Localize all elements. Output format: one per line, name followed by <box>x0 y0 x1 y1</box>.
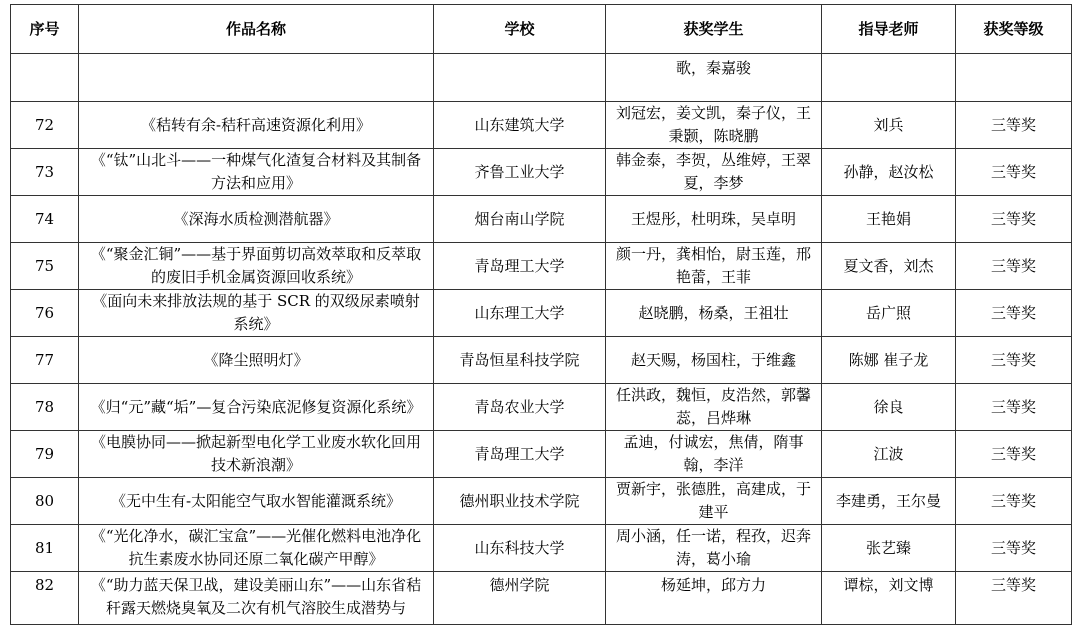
cell-no <box>11 54 79 102</box>
cell-award: 三等奖 <box>956 572 1072 625</box>
cell-title: 《归“元”藏“垢”—复合污染底泥修复资源化系统》 <box>79 384 434 431</box>
cell-school: 山东科技大学 <box>434 525 606 572</box>
cell-school: 青岛恒星科技学院 <box>434 337 606 384</box>
cell-students: 贾新宇，张德胜，高建成，于建平 <box>606 478 822 525</box>
cell-students: 歌，秦嘉骏 <box>606 54 822 102</box>
awards-table <box>10 4 1072 625</box>
cell-award: 三等奖 <box>956 149 1072 196</box>
cell-no: 82 <box>11 572 79 625</box>
cell-title: 《“钛”山北斗——一种煤气化渣复合材料及其制备方法和应用》 <box>79 149 434 196</box>
cell-no: 77 <box>11 337 79 384</box>
cell-no: 76 <box>11 290 79 337</box>
cell-school: 烟台南山学院 <box>434 196 606 243</box>
cell-advisors: 江波 <box>822 431 956 478</box>
cell-no: 80 <box>11 478 79 525</box>
header-students: 获奖学生 <box>606 5 822 54</box>
cell-no: 75 <box>11 243 79 290</box>
cell-award: 三等奖 <box>956 196 1072 243</box>
table-row <box>11 196 1072 243</box>
cell-award: 三等奖 <box>956 384 1072 431</box>
cell-advisors: 谭棕，刘文博 <box>822 572 956 625</box>
header-award: 获奖等级 <box>956 5 1072 54</box>
cell-advisors <box>822 54 956 102</box>
cell-advisors: 徐良 <box>822 384 956 431</box>
cell-award: 三等奖 <box>956 478 1072 525</box>
cell-award: 三等奖 <box>956 102 1072 149</box>
cell-advisors: 张艺臻 <box>822 525 956 572</box>
cell-advisors: 夏文香，刘杰 <box>822 243 956 290</box>
cell-no: 81 <box>11 525 79 572</box>
cell-no: 78 <box>11 384 79 431</box>
cell-school: 青岛理工大学 <box>434 431 606 478</box>
table-row <box>11 431 1072 478</box>
cell-school: 德州职业技术学院 <box>434 478 606 525</box>
cell-advisors: 李建勇，王尔曼 <box>822 478 956 525</box>
cell-award: 三等奖 <box>956 525 1072 572</box>
table-row <box>11 102 1072 149</box>
table-row-continuation <box>11 54 1072 102</box>
cell-students: 赵天赐，杨国柱，于维鑫 <box>606 337 822 384</box>
cell-school: 青岛农业大学 <box>434 384 606 431</box>
cell-advisors: 刘兵 <box>822 102 956 149</box>
cell-no: 73 <box>11 149 79 196</box>
cell-award: 三等奖 <box>956 337 1072 384</box>
table-row <box>11 337 1072 384</box>
cell-title: 《降尘照明灯》 <box>79 337 434 384</box>
cell-advisors: 陈娜 崔子龙 <box>822 337 956 384</box>
cell-advisors: 孙静，赵汝松 <box>822 149 956 196</box>
header-row <box>11 5 1072 54</box>
cell-no: 74 <box>11 196 79 243</box>
cell-school: 青岛理工大学 <box>434 243 606 290</box>
cell-school: 德州学院 <box>434 572 606 625</box>
cell-students: 韩金泰，李贺，丛维婷，王翠夏，李梦 <box>606 149 822 196</box>
cell-title: 《无中生有-太阳能空气取水智能灌溉系统》 <box>79 478 434 525</box>
cell-title: 《电膜协同——掀起新型电化学工业废水软化回用技术新浪潮》 <box>79 431 434 478</box>
cell-school <box>434 54 606 102</box>
cell-students: 王煜彤，杜明珠，吴卓明 <box>606 196 822 243</box>
cell-title: 《秸转有余-秸秆高速资源化利用》 <box>79 102 434 149</box>
cell-title: 《“聚金汇铜”——基于界面剪切高效萃取和反萃取的废旧手机金属资源回收系统》 <box>79 243 434 290</box>
cell-title: 《面向未来排放法规的基于 SCR 的双级尿素喷射系统》 <box>79 290 434 337</box>
cell-award: 三等奖 <box>956 243 1072 290</box>
cell-no: 72 <box>11 102 79 149</box>
cell-no: 79 <box>11 431 79 478</box>
table-row <box>11 572 1072 625</box>
cell-advisors: 王艳娟 <box>822 196 956 243</box>
cell-students: 杨延坤，邱方力 <box>606 572 822 625</box>
cell-students: 赵晓鹏，杨桑，王祖壮 <box>606 290 822 337</box>
header-school: 学校 <box>434 5 606 54</box>
cell-title: 《深海水质检测潜航器》 <box>79 196 434 243</box>
cell-title: 《“助力蓝天保卫战，建设美丽山东”——山东省秸秆露天燃烧臭氧及二次有机气溶胶生成潜势与 <box>79 572 434 625</box>
table-row <box>11 384 1072 431</box>
cell-students: 颜一丹，龚相怡，尉玉莲，邢艳蕾，王菲 <box>606 243 822 290</box>
table-row <box>11 243 1072 290</box>
cell-title: 《“光化净水，碳汇宝盒”——光催化燃料电池净化抗生素废水协同还原二氧化碳产甲醇》 <box>79 525 434 572</box>
cell-students: 任洪政，魏恒，皮浩然，郭馨蕊，吕烨琳 <box>606 384 822 431</box>
table-row <box>11 478 1072 525</box>
cell-students: 周小涵，任一诺，程孜，迟奔涛，葛小瑜 <box>606 525 822 572</box>
header-no: 序号 <box>11 5 79 54</box>
cell-students: 刘冠宏，姜文凯，秦子仪，王秉颢，陈晓鹏 <box>606 102 822 149</box>
cell-title <box>79 54 434 102</box>
cell-school: 山东理工大学 <box>434 290 606 337</box>
header-title: 作品名称 <box>79 5 434 54</box>
awards-table-container <box>10 4 1071 625</box>
cell-award <box>956 54 1072 102</box>
table-row <box>11 149 1072 196</box>
table-row <box>11 290 1072 337</box>
cell-students: 孟迪，付诚宏，焦倩，隋事翰，李洋 <box>606 431 822 478</box>
cell-award: 三等奖 <box>956 431 1072 478</box>
cell-award: 三等奖 <box>956 290 1072 337</box>
header-advisors: 指导老师 <box>822 5 956 54</box>
table-row <box>11 525 1072 572</box>
cell-school: 山东建筑大学 <box>434 102 606 149</box>
cell-advisors: 岳广照 <box>822 290 956 337</box>
cell-school: 齐鲁工业大学 <box>434 149 606 196</box>
